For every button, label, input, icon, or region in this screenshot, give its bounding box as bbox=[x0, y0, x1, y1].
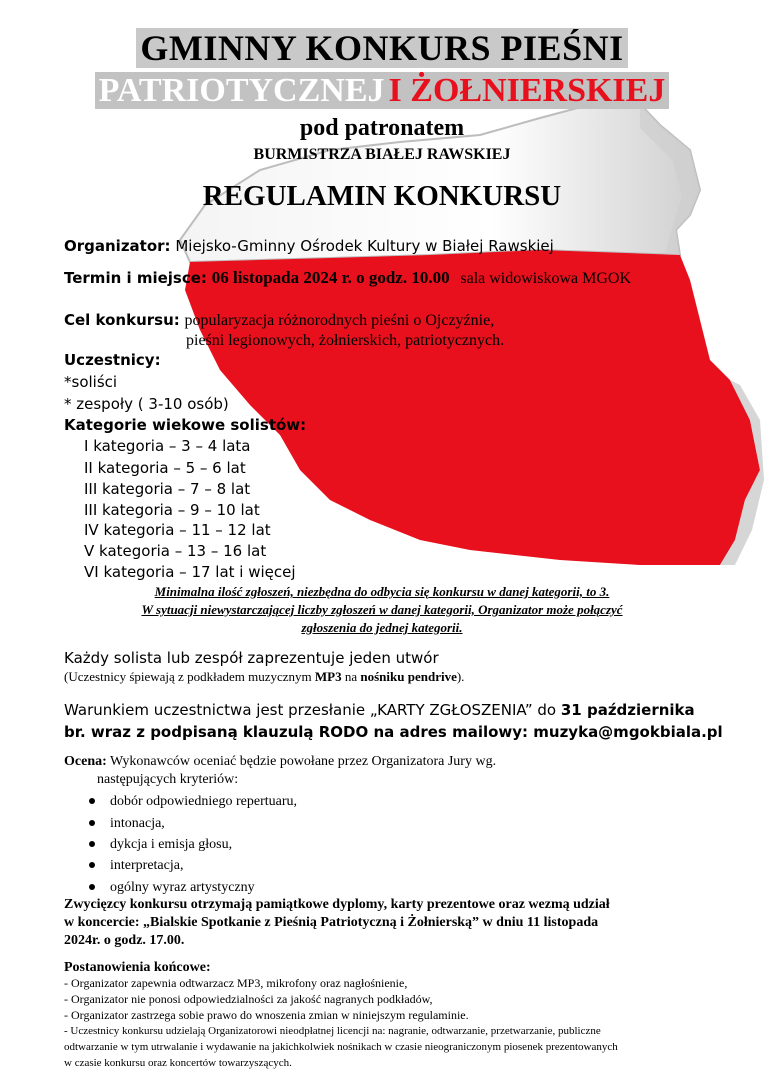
winners-line3: 2024r. o godz. 17.00. bbox=[64, 933, 185, 948]
criterion-item: interpretacja, bbox=[110, 858, 184, 873]
goal-text-line1: popularyzacja różnorodnych pieśni o Ojczyźnie, bbox=[184, 312, 495, 329]
bullet-icon bbox=[89, 884, 95, 890]
winners-line2: w koncercie: „Bialskie Spotkanie z Pieśnią Patriotyczną i Żołnierską” w dniu 11 listopada bbox=[64, 915, 599, 930]
category-item: V kategoria – 13 – 16 lat bbox=[84, 542, 267, 560]
winners-line1: Zwycięzcy konkursu otrzymają pamiątkowe dyplomy, karty prezentowe oraz wezmą udział bbox=[64, 897, 610, 912]
performance-line1: Każdy solista lub zespół zaprezentuje jeden utwór bbox=[64, 649, 439, 667]
goal-line1 bbox=[64, 310, 494, 331]
category-item: I kategoria – 3 – 4 lata bbox=[84, 437, 251, 455]
event-date: 06 listopada 2024 r. o godz. 10.00 bbox=[211, 268, 450, 287]
final-provision: - Uczestnicy konkursu udzielają Organizatorowi nieodpłatnej licencji na: nagranie, odtwarzanie, przetwarzanie, publiczne bbox=[64, 1025, 601, 1037]
category-note-line2: W sytuacji niewystarczającej liczby zgłoszeń w danej kategorii, Organizator może połączyć bbox=[141, 602, 623, 617]
final-provision: w czasie konkursu oraz koncertów towarzyszących. bbox=[64, 1057, 292, 1069]
final-provision: - Organizator zapewnia odtwarzacz MP3, mikrofony oraz nagłośnienie, bbox=[64, 976, 408, 990]
application-deadline: 31 października bbox=[560, 701, 695, 719]
final-provision: odtwarzanie w tym utrwalanie i wydawanie na jakichkolwiek nośnikach w czasie nieograniczonym piosenek prezentowanych bbox=[64, 1041, 618, 1053]
category-item: III kategoria – 9 – 10 lat bbox=[84, 501, 260, 519]
category-note-line3: zgłoszenia do jednej kategorii. bbox=[301, 620, 463, 635]
application-line2: br. wraz z podpisaną klauzulą RODO na adres mailowy: muzyka@mgokbiala.pl bbox=[64, 723, 723, 741]
date-place-line bbox=[64, 268, 631, 289]
date-place-label: Termin i miejsce: bbox=[64, 269, 207, 287]
bullet-icon bbox=[89, 841, 95, 847]
category-item: VI kategoria – 17 lat i więcej bbox=[84, 563, 296, 581]
category-note-line1: Minimalna ilość zgłoszeń, niezbędna do odbycia się konkursu w danej kategorii, to 3. bbox=[154, 584, 610, 599]
goal-text-line2: pieśni legionowych, żołnierskich, patriotycznych. bbox=[186, 332, 505, 349]
organizer-label: Organizator: bbox=[64, 237, 171, 255]
bullet-icon bbox=[89, 820, 95, 826]
event-place: sala widowiskowa MGOK bbox=[460, 270, 632, 287]
categories-label: Kategorie wiekowe solistów: bbox=[64, 416, 307, 434]
patronage-label: pod patronatem bbox=[299, 115, 465, 141]
participants-label: Uczestnicy: bbox=[64, 351, 161, 369]
bullet-icon bbox=[89, 862, 95, 868]
document-title: REGULAMIN KONKURSU bbox=[202, 180, 562, 212]
bullet-icon bbox=[89, 798, 95, 804]
criterion-item: dobór odpowiedniego repertuaru, bbox=[110, 794, 297, 809]
evaluation-line2: następujących kryteriów: bbox=[97, 772, 239, 787]
patron-name: BURMISTRZA BIAŁEJ RAWSKIEJ bbox=[253, 146, 511, 163]
organizer-value: Miejsko-Gminny Ośrodek Kultury w Białej Rawskiej bbox=[175, 237, 554, 255]
contest-title-line2 bbox=[0, 71, 764, 111]
final-provision: - Organizator nie ponosi odpowiedzialności za jakość nagranych podkładów, bbox=[64, 992, 433, 1006]
goal-label: Cel konkursu: bbox=[64, 311, 180, 329]
application-line1: Warunkiem uczestnictwa jest przesłanie „KARTY ZGŁOSZENIA” do 31 października bbox=[64, 701, 695, 719]
criterion-item: intonacja, bbox=[110, 816, 165, 831]
final-provision: - Organizator zastrzega sobie prawo do wnoszenia zmian w niniejszym regulaminie. bbox=[64, 1008, 469, 1022]
evaluation-line1: Ocena: Wykonawców oceniać będzie powołane przez Organizatora Jury wg. bbox=[64, 754, 497, 769]
organizer-line bbox=[64, 236, 554, 256]
participant-groups: * zespoły ( 3-10 osób) bbox=[64, 395, 229, 413]
title-part-zolnierskiej: I ŻOŁNIERSKIEJ bbox=[387, 72, 670, 109]
category-item: III kategoria – 7 – 8 lat bbox=[84, 480, 251, 498]
performance-line2: (Uczestnicy śpiewają z podkładem muzycznym MP3 na nośniku pendrive). bbox=[64, 669, 465, 684]
participant-soloists: *soliści bbox=[64, 373, 118, 391]
final-provisions-label: Postanowienia końcowe: bbox=[64, 960, 211, 975]
criterion-item: ogólny wyraz artystyczny bbox=[110, 880, 255, 895]
evaluation-label: Ocena: bbox=[64, 754, 107, 769]
category-item: IV kategoria – 11 – 12 lat bbox=[84, 521, 271, 539]
category-item: II kategoria – 5 – 6 lat bbox=[84, 459, 246, 477]
contest-title-line1: GMINNY KONKURS PIEŚNI bbox=[0, 28, 764, 68]
title-part-patriotycznej: PATRIOTYCZNEJ bbox=[95, 72, 387, 109]
criterion-item: dykcja i emisja głosu, bbox=[110, 837, 233, 852]
